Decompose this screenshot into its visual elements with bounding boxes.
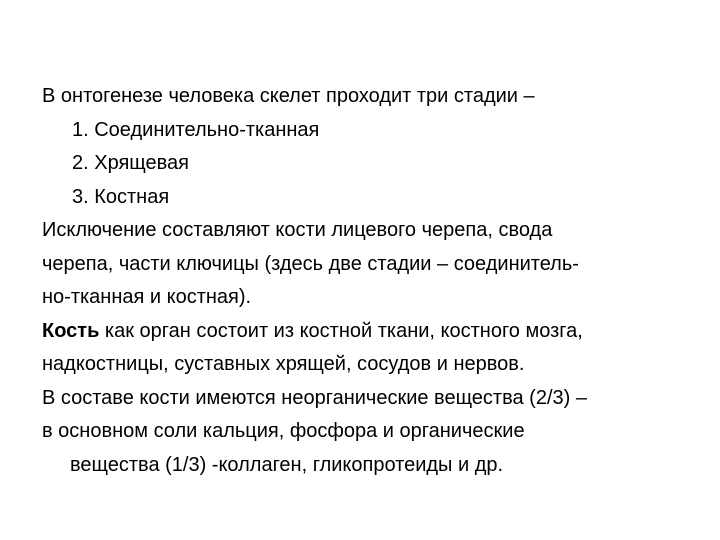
exception-line-2: черепа, части ключицы (здесь две стадии – соединитель- xyxy=(42,252,579,275)
stages-intro: В онтогенезе человека скелет проходит три стадии – xyxy=(42,85,535,107)
composition-line-3: вещества (1/3) -коллаген, гликопротеиды и др. xyxy=(70,453,504,476)
exception-line-1: Исключение составляют кости лицевого черепа, свода xyxy=(42,219,553,241)
stage-item-3: 3. Костная xyxy=(72,185,170,208)
bone-definition-line-1 xyxy=(42,315,702,349)
exception-line-3: но-тканная и костная). xyxy=(42,286,252,308)
composition-line-1: В составе кости имеются неорганические вещества (2/3) – xyxy=(42,386,587,409)
bone-definition-line-2: надкостницы, суставных хрящей, сосудов и нервов. xyxy=(42,353,525,375)
stage-item-2: 2. Хрящевая xyxy=(72,152,190,174)
bone-definition-text: как орган состоит из костной ткани, костного мозга, xyxy=(99,319,583,342)
composition-line-2: в основном соли кальция, фосфора и органические xyxy=(42,420,525,442)
stage-item-1: 1. Соединительно-тканная xyxy=(72,118,320,141)
bone-term: Кость xyxy=(42,319,100,342)
slide-text-body xyxy=(42,80,702,482)
